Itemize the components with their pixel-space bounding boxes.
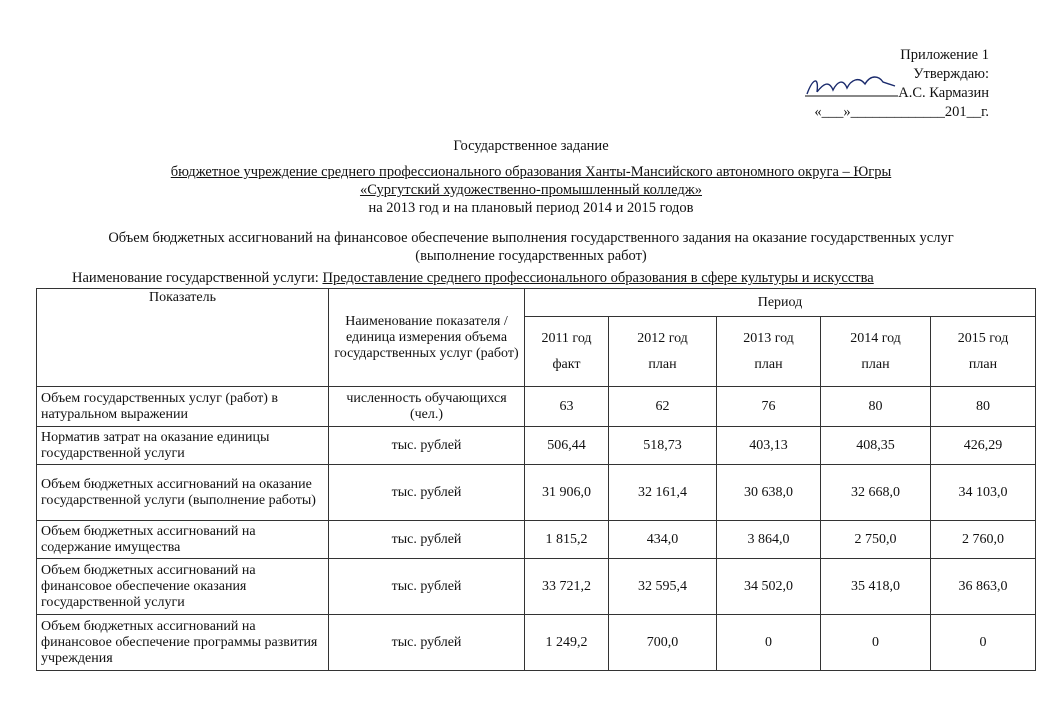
cell-value: 62 [609,387,717,427]
cell-value: 32 595,4 [609,559,717,615]
cell-value: 30 638,0 [717,465,821,521]
row-unit: численность обучающихся (чел.) [329,387,525,427]
cell-value: 1 815,2 [525,521,609,559]
handwritten-signature [803,70,898,104]
cell-value: 408,35 [821,427,931,465]
row-label: Объем бюджетных ассигнований на финансовое обеспечение оказания государственной услуги [37,559,329,615]
header-year: 2014 год план [821,317,931,387]
cell-value: 32 668,0 [821,465,931,521]
table-row [37,521,1036,559]
row-unit: тыс. рублей [329,615,525,671]
cell-value: 80 [931,387,1036,427]
row-label: Объем бюджетных ассигнований на финансовое обеспечение программы развития учреждения [37,615,329,671]
row-label: Норматив затрат на оказание единицы государственной услуги [37,427,329,465]
cell-value: 434,0 [609,521,717,559]
cell-value: 2 750,0 [821,521,931,559]
row-label: Объем бюджетных ассигнований на содержание имущества [37,521,329,559]
row-unit: тыс. рублей [329,559,525,615]
signature-line [803,84,989,103]
organization-line-1: бюджетное учреждение среднего профессионального образования Ханты-Мансийского автономного округа – Югры [170,164,892,180]
row-unit: тыс. рублей [329,465,525,521]
cell-value: 0 [821,615,931,671]
header-year: 2011 год факт [525,317,609,387]
cell-value: 0 [931,615,1036,671]
table-row [37,615,1036,671]
cell-value: 34 502,0 [717,559,821,615]
table-row [37,427,1036,465]
header-year: 2013 год план [717,317,821,387]
header-year: 2012 год план [609,317,717,387]
cell-value: 3 864,0 [717,521,821,559]
cell-value: 76 [717,387,821,427]
cell-value: 33 721,2 [525,559,609,615]
approve-label: Утверждаю: [913,66,989,82]
header-year: 2015 год план [931,317,1036,387]
cell-value: 34 103,0 [931,465,1036,521]
cell-value: 1 249,2 [525,615,609,671]
appendix-label: Приложение 1 [900,47,989,63]
cell-value: 0 [717,615,821,671]
date-line: «___»_____________201__г. [814,104,989,120]
cell-value: 32 161,4 [609,465,717,521]
budget-table [36,288,1036,671]
organization-line-2: «Сургутский художественно-промышленный колледж» [359,182,702,198]
organization-block [0,163,1062,217]
cell-value: 63 [525,387,609,427]
cell-value: 700,0 [609,615,717,671]
cell-value: 80 [821,387,931,427]
table-row [37,465,1036,521]
service-name [72,270,874,287]
row-unit: тыс. рублей [329,427,525,465]
cell-value: 31 906,0 [525,465,609,521]
header-period: Период [525,289,1036,317]
service-label: Наименование государственной услуги: [72,270,323,286]
row-label: Объем бюджетных ассигнований на оказание государственной услуги (выполнение работы) [37,465,329,521]
cell-value: 518,73 [609,427,717,465]
row-label: Объем государственных услуг (работ) в натуральном выражении [37,387,329,427]
period-line: на 2013 год и на плановый период 2014 и 2015 годов [368,200,694,216]
table-row [37,559,1036,615]
signer-name: А.С. Кармазин [898,85,989,101]
cell-value: 2 760,0 [931,521,1036,559]
table-row [37,387,1036,427]
cell-value: 35 418,0 [821,559,931,615]
approval-block [803,46,989,122]
row-unit: тыс. рублей [329,521,525,559]
cell-value: 426,29 [931,427,1036,465]
service-value: Предоставление среднего профессионального образования в сфере культуры и искусства [322,270,874,286]
header-unit: Наименование показателя / единица измерения объема государственных услуг (работ) [329,289,525,387]
cell-value: 506,44 [525,427,609,465]
section-heading: Объем бюджетных ассигнований на финансовое обеспечение выполнения государственного задания на оказание государственных услуг (выполнение государственных работ) [108,230,954,264]
header-indicator: Показатель [37,289,329,387]
cell-value: 403,13 [717,427,821,465]
cell-value: 36 863,0 [931,559,1036,615]
document-title: Государственное задание [453,138,609,154]
